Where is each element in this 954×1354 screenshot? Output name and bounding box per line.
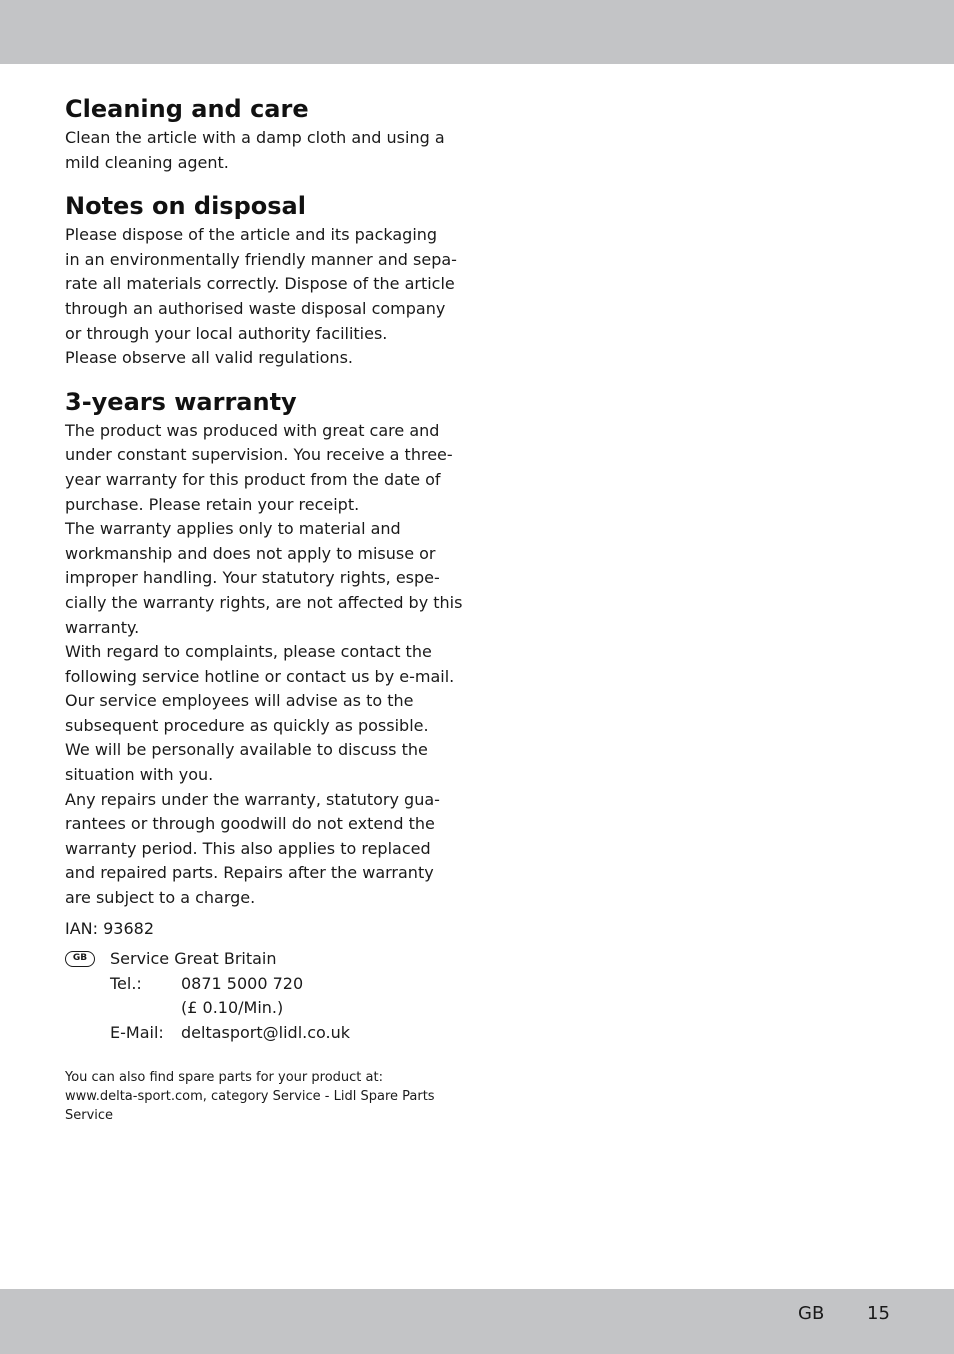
- ian-number: IAN: 93682: [65, 918, 155, 938]
- email-label: E-Mail:: [110, 1023, 164, 1042]
- disposal-text: Please dispose of the article and its packaging in an environmentally friendly manner and sepa- rate all materials correctly. Dispose of the article through an authorised waste disposal company or through your local authority facilities. Please observe all valid regulations.: [65, 225, 457, 368]
- heading-cleaning-and-care: Cleaning and care: [65, 95, 309, 123]
- spare-parts-note: You can also find spare parts for your product at: www.delta-sport.com, category Service - Lidl Spare Parts Service: [65, 1069, 435, 1124]
- warranty-paragraph-4: Any repairs under the warranty, statutory gua- rantees or through goodwill do not extend the warranty period. This also applies to replaced and repaired parts. Repairs after the warranty are subject to a charge.: [65, 789, 440, 908]
- warranty-paragraph-1: The product was produced with great care and under constant supervision. You receive a three- year warranty for this product from the date of purchase. Please retain your receipt.: [65, 420, 453, 514]
- email-value: deltasport@lidl.co.uk: [181, 1023, 351, 1042]
- service-block: [65, 947, 465, 1045]
- header-band: [0, 0, 954, 64]
- tel-value: 0871 5000 720: [181, 973, 304, 993]
- tel-label: Tel.:: [110, 973, 142, 993]
- service-title: Service Great Britain: [110, 949, 277, 969]
- footer-language: GB: [798, 1303, 825, 1324]
- gb-country-badge-icon: GB: [65, 951, 95, 967]
- warranty-paragraph-3: With regard to complaints, please contact the following service hotline or contact us by e-mail. Our service employees will advise as to the subsequent procedure as quickly as possible. We will be personally available to discuss the situation with you.: [65, 642, 455, 785]
- tel-rate: (£ 0.10/Min.): [181, 998, 284, 1018]
- page-number: 15: [867, 1303, 890, 1324]
- content-column: [65, 92, 465, 1138]
- heading-warranty: 3-years warranty: [65, 387, 297, 416]
- warranty-paragraph-2: The warranty applies only to material and workmanship and does not apply to misuse or improper handling. Your statutory rights, espe- cially the warranty rights, are not affected by this warranty.: [65, 519, 463, 637]
- cleaning-text: Clean the article with a damp cloth and using a mild cleaning agent.: [65, 128, 445, 172]
- heading-notes-on-disposal: Notes on disposal: [65, 192, 306, 221]
